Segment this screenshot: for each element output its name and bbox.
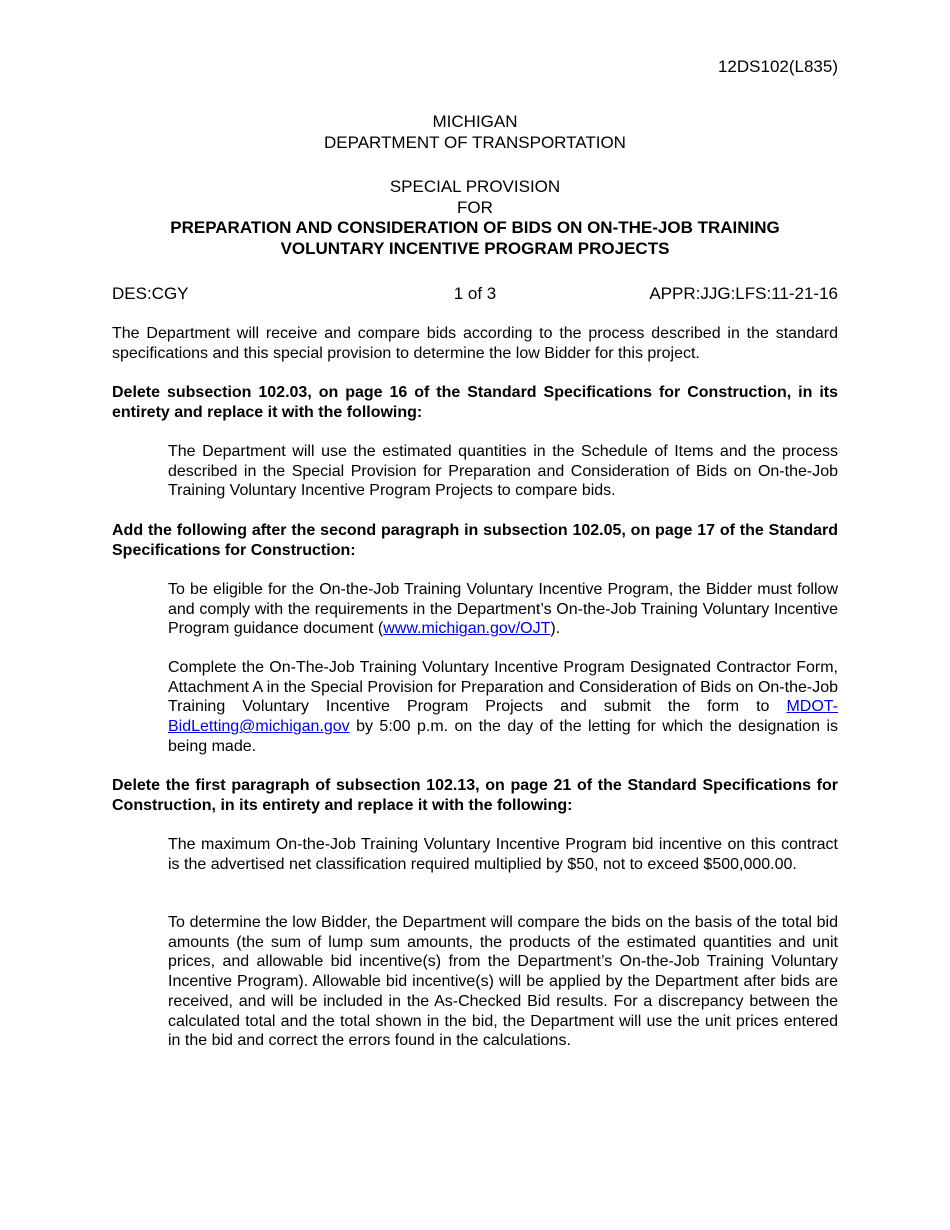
page-number: 1 of 3 <box>453 284 497 303</box>
approval-row <box>112 284 838 304</box>
des-code: DES:CGY <box>112 284 189 303</box>
department-name: DEPARTMENT OF TRANSPORTATION <box>324 132 626 152</box>
provision-title-line-1: PREPARATION AND CONSIDERATION OF BIDS ON ON-THE-JOB TRAINING <box>170 218 780 237</box>
section-heading-102-05: Add the following after the second paragraph in subsection 102.05, on page 17 of the Standard Specifications for Construction: <box>112 522 838 559</box>
section-text-102-03: The Department will use the estimated quantities in the Schedule of Items and the process described in the Special Provision for Preparation and Consideration of Bids on On-the-Job Training Voluntary Incentive Program Projects to compare bids. <box>168 443 838 500</box>
ojt-eligibility-text: To be eligible for the On-the-Job Training Voluntary Incentive Program, the Bidder must follow and comply with the requirements in the Department’s On-the-Job Training Voluntary Incentive Program guidance document ( <box>168 581 838 638</box>
designated-contractor-end: by 5:00 p.m. on the day of the letting for which the designation is being made. <box>168 718 838 755</box>
provision-title-line-2: VOLUNTARY INCENTIVE PROGRAM PROJECTS <box>280 238 670 258</box>
ojt-eligibility-paragraph <box>168 580 838 639</box>
section-heading-102-03: Delete subsection 102.03, on page 16 of the Standard Specifications for Construction, in its entirety and replace it with the following: <box>112 384 838 421</box>
state-name: MICHIGAN <box>432 112 518 131</box>
provision-label: SPECIAL PROVISION <box>389 177 561 196</box>
designated-contractor-paragraph <box>168 658 838 757</box>
document-id: 12DS102(L835) <box>717 57 838 76</box>
low-bidder-paragraph: To determine the low Bidder, the Department will compare the bids on the basis of the total bid amounts (the sum of lump sum amounts, the products of the estimated quantities and unit prices, and allowable bid incentive(s) from the Department’s On-the-Job Training Voluntary Incentive Program). Allowable bid incentive(s) will be applied by the Department after bids are received, and will be included in the As-Checked Bid results. For a discrepancy between the calculated total and the total shown in the bid, the Department will use the unit prices entered in the bid and correct the errors found in the calculations. <box>168 914 838 1050</box>
intro-paragraph: The Department will receive and compare bids according to the process described in the standard specifications and this special provision to determine the low Bidder for this project. <box>112 325 838 362</box>
designated-contractor-text: Complete the On-The-Job Training Voluntary Incentive Program Designated Contractor Form, Attachment A in the Special Provision for Preparation and Consideration of Bids on On-the-Job Training Voluntary Incentive Program Projects and submit the form to <box>168 659 838 716</box>
bid-incentive-paragraph: The maximum On-the-Job Training Voluntary Incentive Program bid incentive on this contract is the advertised net classification required multiplied by $50, not to exceed $500,000.00. <box>168 836 838 873</box>
section-heading-102-13: Delete the first paragraph of subsection 102.13, on page 21 of the Standard Specifications for Construction, in its entirety and replace it with the following: <box>112 777 838 814</box>
bid-letting-email-link[interactable]: MDOT-BidLetting@michigan.gov <box>168 698 838 736</box>
approval-code: APPR:JJG:LFS:11-21-16 <box>649 284 838 303</box>
provision-heading <box>112 177 838 259</box>
agency-heading <box>112 112 838 153</box>
ojt-eligibility-end: ). <box>550 620 561 638</box>
ojt-guidance-link[interactable]: www.michigan.gov/OJT <box>383 620 551 638</box>
for-label: FOR <box>457 197 493 217</box>
